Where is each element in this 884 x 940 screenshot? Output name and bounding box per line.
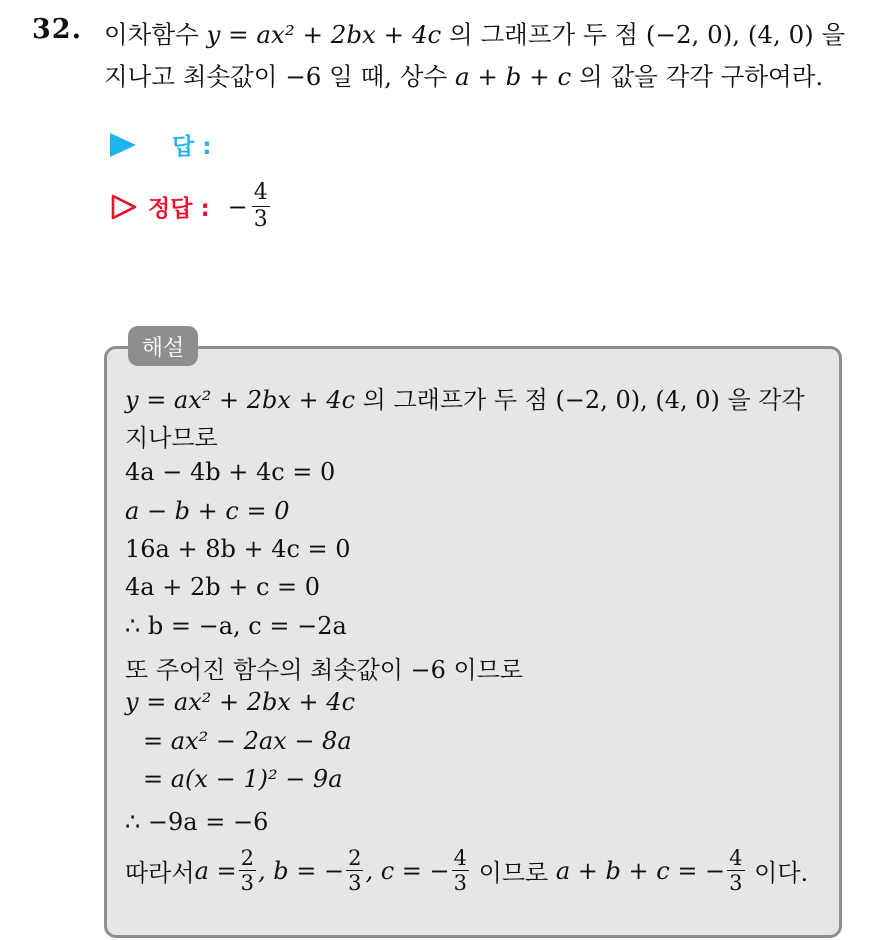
question-number: 32. (32, 14, 82, 45)
final-suffix: 이다. (746, 859, 809, 887)
correct-answer-label: 정답 : (148, 196, 210, 222)
final-b-numerator: 2 (348, 846, 362, 870)
question-line-1 (104, 16, 845, 51)
solution-therefore-1: ∴ b = −a, c = −2a (125, 612, 347, 640)
correct-answer-fraction (252, 180, 270, 233)
solution-equation-1: 4a − 4b + 4c = 0 (125, 458, 336, 486)
solution-therefore-2: ∴ −9a = −6 (125, 808, 269, 836)
final-prefix: 따라서 (125, 859, 195, 887)
final-mid: 이므로 (471, 859, 556, 887)
question-line-2 (104, 58, 823, 93)
play-triangle-icon (110, 133, 136, 157)
correct-answer-denominator: 3 (253, 207, 268, 232)
solution-line-1 (125, 380, 805, 415)
answer-label: 답 : (172, 134, 212, 160)
solution-line-8: 또 주어진 함수의 최솟값이 −6 이므로 (125, 656, 524, 684)
solution-equation-4: 4a + 2b + c = 0 (125, 573, 321, 601)
final-sum-lhs: a + b + c = − (555, 856, 726, 885)
final-a-denominator: 3 (240, 871, 254, 895)
correct-answer-sign: − (227, 192, 248, 221)
final-b-denominator: 3 (348, 871, 362, 895)
solution-expansion-3: = a(x − 1)² − 9a (143, 765, 343, 793)
final-sum-denominator: 3 (729, 871, 743, 895)
final-a-numerator: 2 (240, 846, 254, 870)
final-a-fraction (239, 846, 256, 895)
final-b-fraction (346, 846, 363, 895)
question-line-2-suffix: 의 값을 각각 구하여라. (571, 62, 824, 91)
final-a-lhs: a = (194, 856, 237, 885)
final-c-denominator: 3 (453, 871, 468, 895)
outline-triangle-icon (110, 193, 138, 221)
final-c-lhs: , c = − (365, 856, 450, 885)
solution-line-2: 지나므로 (125, 424, 218, 452)
final-sum-fraction (727, 846, 744, 895)
question-sum-expression: a + b + c (454, 62, 572, 91)
solution-line-1-text: 의 그래프가 두 점 (−2, 0), (4, 0) 을 각각 (355, 386, 805, 414)
question-line-2-prefix: 지나고 최솟값이 −6 일 때, 상수 (104, 62, 455, 91)
solution-equation-3: 16a + 8b + 4c = 0 (125, 535, 351, 563)
answer-row (110, 128, 211, 161)
final-c-numerator: 4 (453, 846, 468, 870)
question-line-1-prefix: 이차함수 (104, 20, 207, 49)
solution-expansion-2: = ax² − 2ax − 8a (143, 727, 352, 755)
solution-expansion-1: y = ax² + 2bx + 4c (125, 688, 356, 716)
solution-function-expression: y = ax² + 2bx + 4c (125, 386, 356, 414)
question-function-expression: y = ax² + 2bx + 4c (206, 20, 442, 49)
correct-answer-row (110, 180, 272, 233)
question-line-1-suffix: 의 그래프가 두 점 (−2, 0), (4, 0) 을 (441, 20, 846, 49)
solution-tab: 해설 (128, 326, 198, 366)
final-sum-numerator: 4 (729, 846, 743, 870)
final-b-lhs: , b = − (257, 856, 345, 885)
solution-final-line (125, 846, 808, 895)
final-c-fraction (452, 846, 469, 895)
correct-answer-numerator: 4 (253, 180, 268, 205)
solution-equation-2: a − b + c = 0 (125, 497, 290, 525)
